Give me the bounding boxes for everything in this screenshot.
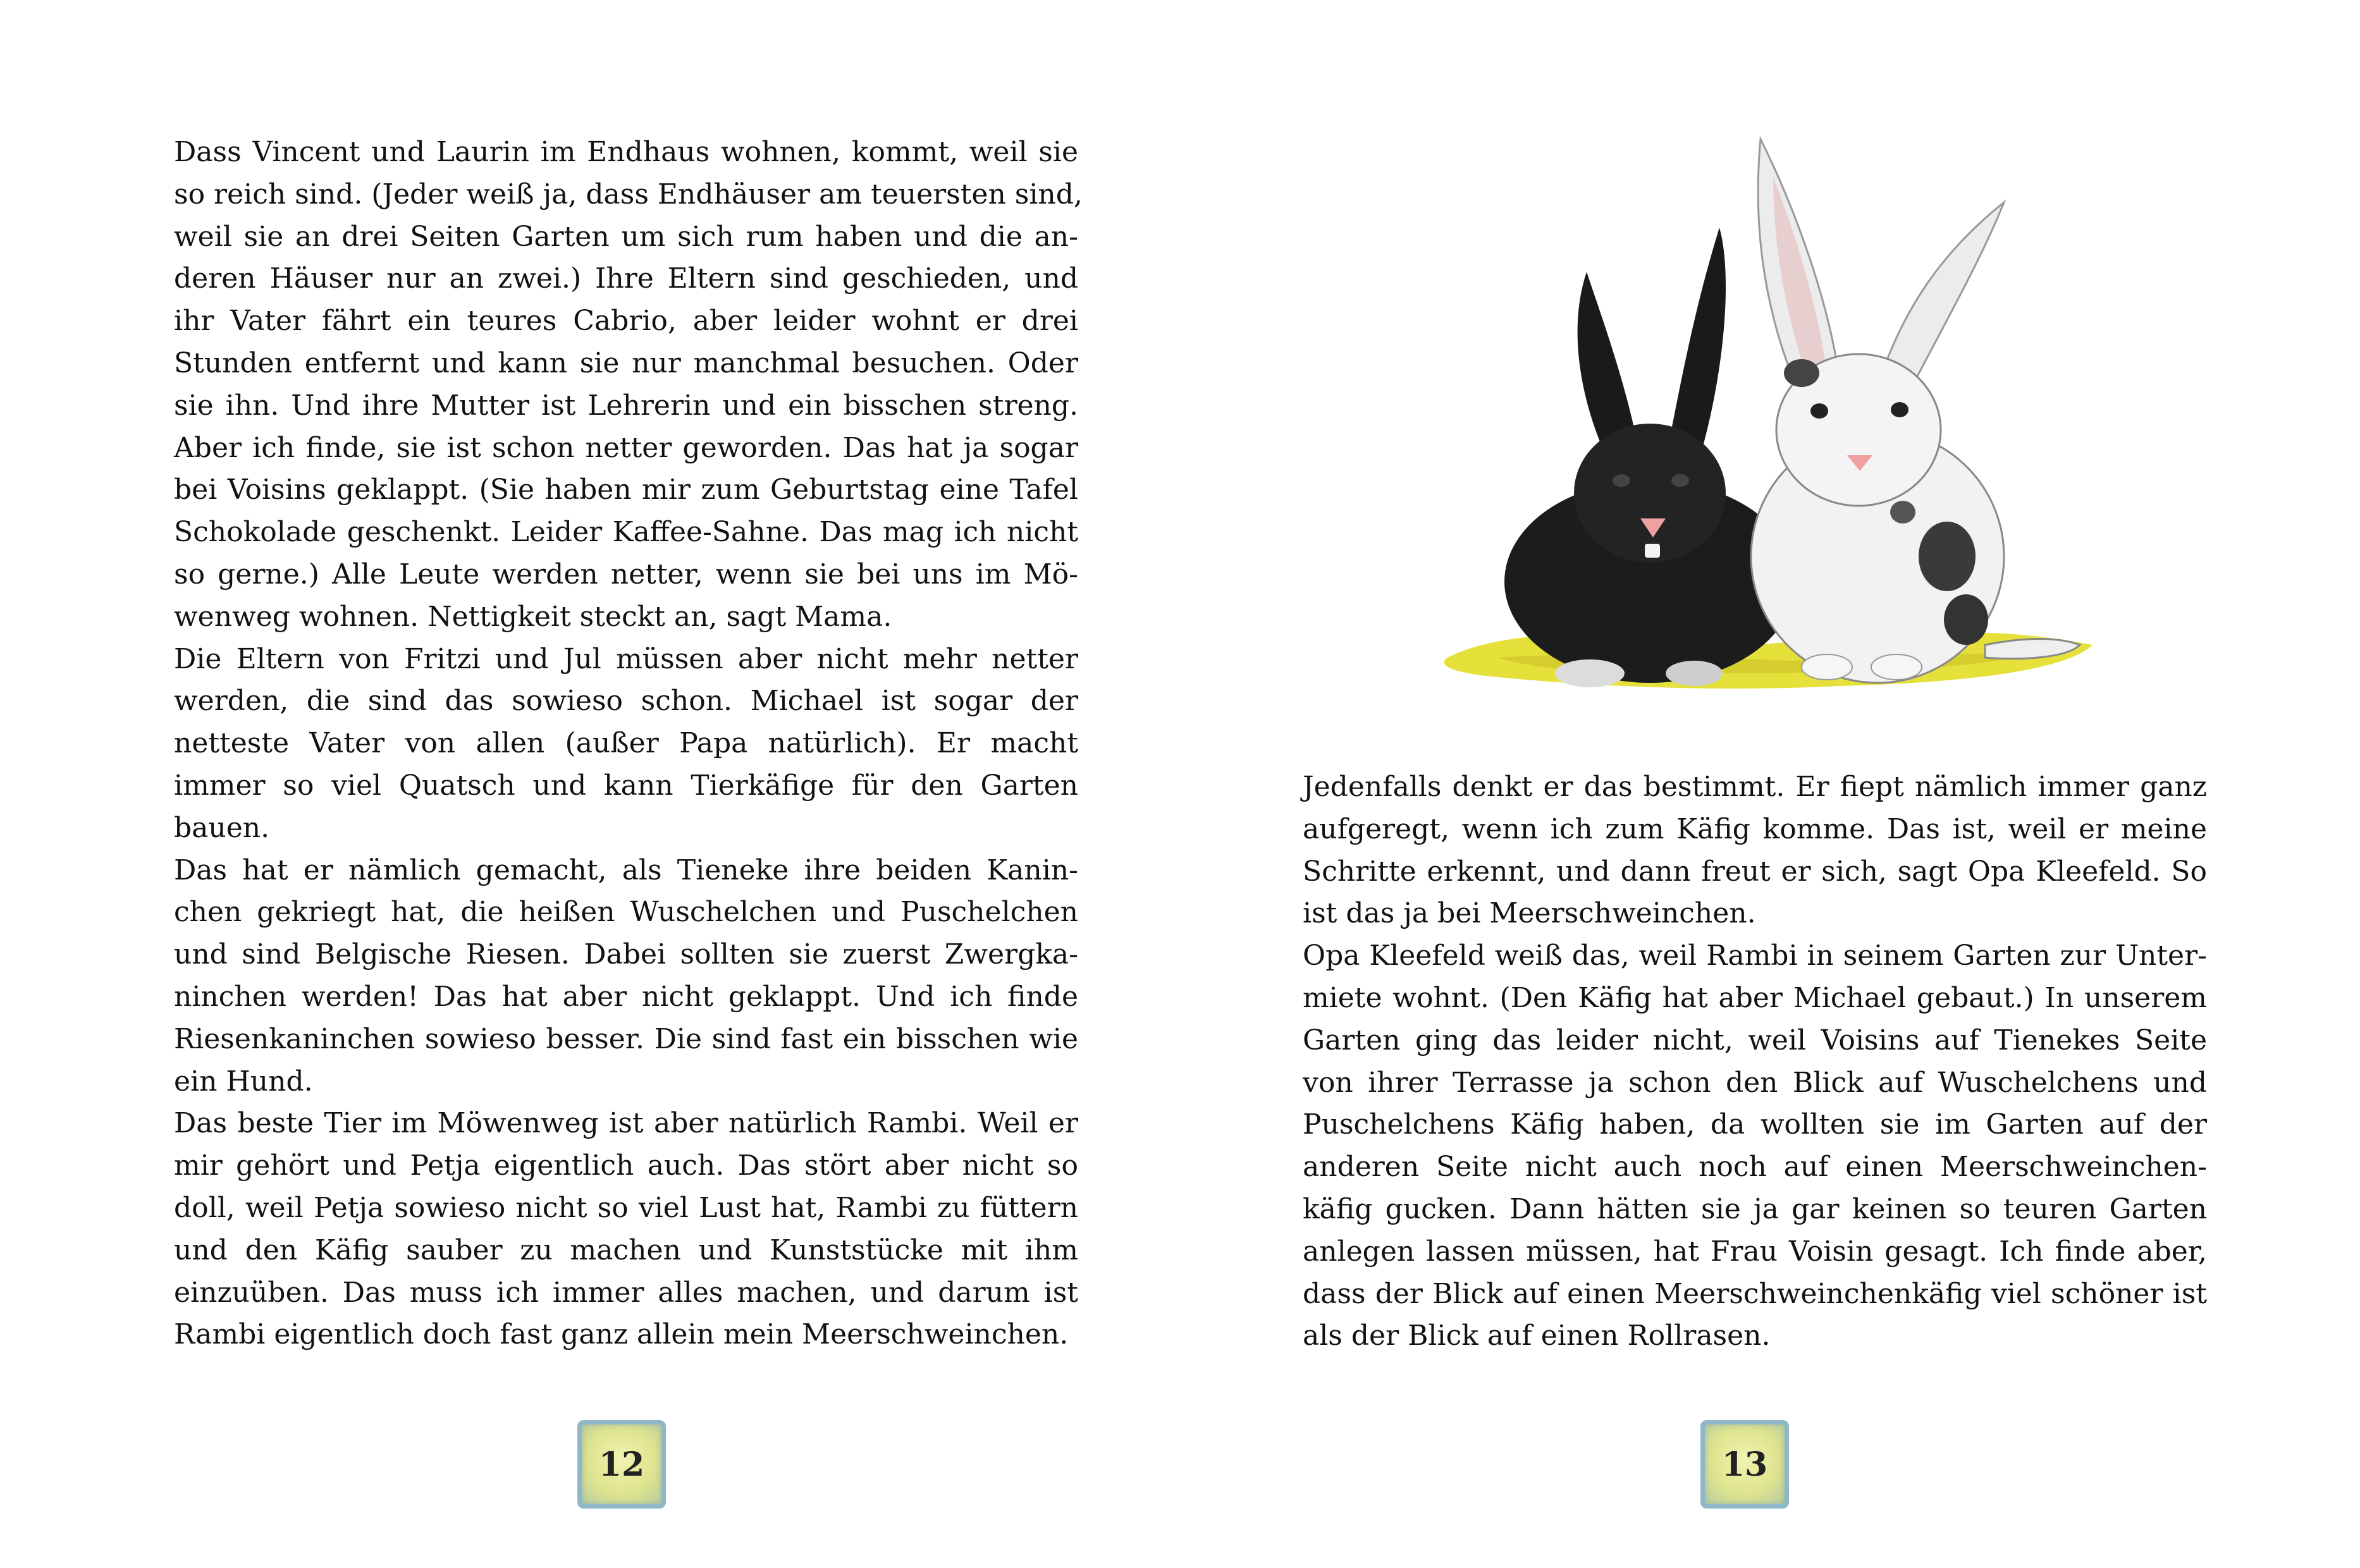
text-line: weil sie an drei Seiten Garten um sich rum haben und die an- (174, 220, 1078, 253)
text-line: so reich sind. (Jeder weiß ja, dass Endhäuser am teuersten sind, (174, 178, 1083, 211)
text-line: so gerne.) Alle Leute werden netter, wenn sie bei uns im Mö- (174, 558, 1078, 591)
text-line: dass der Blick auf einen Meerschweinchenkäfig viel schöner ist (1303, 1277, 2207, 1310)
text-line: ihr Vater fährt ein teures Cabrio, aber leider wohnt er drei (174, 305, 1078, 338)
right-page-text (1303, 766, 2207, 1357)
text-line: aufgeregt, wenn ich zum Käfig komme. Das ist, weil er meine (1303, 812, 2207, 845)
text-line: Das beste Tier im Möwenweg ist aber natürlich Rambi. Weil er (174, 1107, 1078, 1140)
text-line: wenweg wohnen. Nettigkeit steckt an, sagt Mama. (174, 600, 892, 633)
text-line: als der Blick auf einen Rollrasen. (1303, 1320, 1771, 1352)
text-line: anlegen lassen müssen, hat Frau Voisin gesagt. Ich finde aber, (1303, 1235, 2207, 1268)
black-rabbit-eye-right (1671, 474, 1689, 487)
black-rabbit-ear-right (1669, 228, 1726, 455)
white-rabbit-eye-left (1810, 403, 1828, 419)
text-line: und sind Belgische Riesen. Dabei sollten sie zuerst Zwergka- (174, 938, 1078, 971)
page-number-badge: 12 (577, 1420, 666, 1509)
text-line: ninchen werden! Das hat aber nicht geklappt. Und ich finde (174, 980, 1078, 1013)
rabbits-illustration (1397, 101, 2118, 733)
text-line: ein Hund. (174, 1065, 313, 1098)
black-rabbit-head (1574, 424, 1726, 563)
text-line: doll, weil Petja sowieso nicht so viel Lust hat, Rambi zu füttern (174, 1191, 1078, 1224)
text-line: von ihrer Terrasse ja schon den Blick auf Wuschelchens und (1303, 1066, 2207, 1099)
text-line: käfig gucken. Dann hätten sie ja gar keinen so teuren Garten (1303, 1192, 2207, 1225)
white-rabbit-spot (1944, 594, 1988, 645)
text-line: Riesenkaninchen sowieso besser. Die sind fast ein bisschen wie (174, 1022, 1078, 1055)
white-rabbit-spot (1919, 522, 1976, 591)
white-rabbit (1751, 139, 2080, 683)
text-line: und den Käfig sauber zu machen und Kunststücke mit ihm (174, 1234, 1078, 1266)
text-line: bauen. (174, 811, 270, 844)
black-rabbit-paw-left (1555, 659, 1625, 687)
text-line: werden, die sind das sowieso schon. Michael ist sogar der (174, 685, 1078, 718)
text-line: mir gehört und Petja eigentlich auch. Das stört aber nicht so (174, 1149, 1078, 1182)
text-line: Schokolade geschenkt. Leider Kaffee-Sahne. Das mag ich nicht (174, 516, 1078, 549)
left-page-text (174, 132, 1083, 1356)
white-rabbit-spot (1890, 501, 1915, 524)
text-line: bei Voisins geklappt. (Sie haben mir zum Geburtstag eine Tafel (174, 474, 1078, 506)
right-page (1180, 0, 2360, 1568)
text-line: chen gekriegt hat, die heißen Wuschelchen und Puschelchen (174, 896, 1078, 929)
text-line: netteste Vater von allen (außer Papa natürlich). Er macht (174, 727, 1078, 760)
text-line: miete wohnt. (Den Käfig hat aber Michael gebaut.) In unserem (1303, 981, 2207, 1014)
text-line: Die Eltern von Fritzi und Jul müssen aber nicht mehr netter (174, 642, 1078, 675)
white-rabbit-paw (1871, 654, 1922, 680)
text-line: ist das ja bei Meerschweinchen. (1303, 897, 1756, 930)
black-rabbit-eye-left (1613, 474, 1630, 487)
text-line: Dass Vincent und Laurin im Endhaus wohnen, kommt, weil sie (174, 136, 1078, 168)
text-line: sie ihn. Und ihre Mutter ist Lehrerin und ein bisschen streng. (174, 389, 1078, 422)
black-rabbit (1504, 228, 1795, 687)
text-line: Jedenfalls denkt er das bestimmt. Er fiept nämlich immer ganz (1303, 771, 2207, 803)
text-line: Aber ich finde, sie ist schon netter geworden. Das hat ja sogar (174, 431, 1078, 464)
text-line: deren Häuser nur an zwei.) Ihre Eltern sind geschieden, und (174, 262, 1078, 295)
text-line: Garten ging das leider nicht, weil Voisins auf Tienekes Seite (1303, 1024, 2207, 1057)
text-line: immer so viel Quatsch und kann Tierkäfige für den Garten (174, 769, 1078, 802)
text-line: Puschelchens Käfig haben, da wollten sie im Garten auf der (1303, 1108, 2207, 1141)
white-rabbit-spot (1784, 359, 1819, 387)
text-line: Opa Kleefeld weiß das, weil Rambi in seinem Garten zur Unter- (1303, 940, 2207, 972)
page-number-badge: 13 (1700, 1420, 1789, 1509)
white-rabbit-eye-right (1891, 402, 1908, 417)
text-line: Das hat er nämlich gemacht, als Tieneke ihre beiden Kanin- (174, 854, 1078, 886)
text-line: Schritte erkennt, und dann freut er sich, sagt Opa Kleefeld. So (1303, 855, 2207, 888)
black-rabbit-teeth (1645, 544, 1660, 558)
black-rabbit-paw-right (1666, 661, 1723, 686)
text-line: Stunden entfernt und kann sie nur manchmal besuchen. Oder (174, 346, 1078, 379)
white-rabbit-paw (1802, 654, 1852, 680)
text-line: Rambi eigentlich doch fast ganz allein mein Meerschweinchen. (174, 1318, 1069, 1351)
text-line: einzuüben. Das muss ich immer alles machen, und darum ist (174, 1276, 1078, 1309)
text-line: anderen Seite nicht auch noch auf einen Meerschweinchen- (1303, 1151, 2207, 1184)
